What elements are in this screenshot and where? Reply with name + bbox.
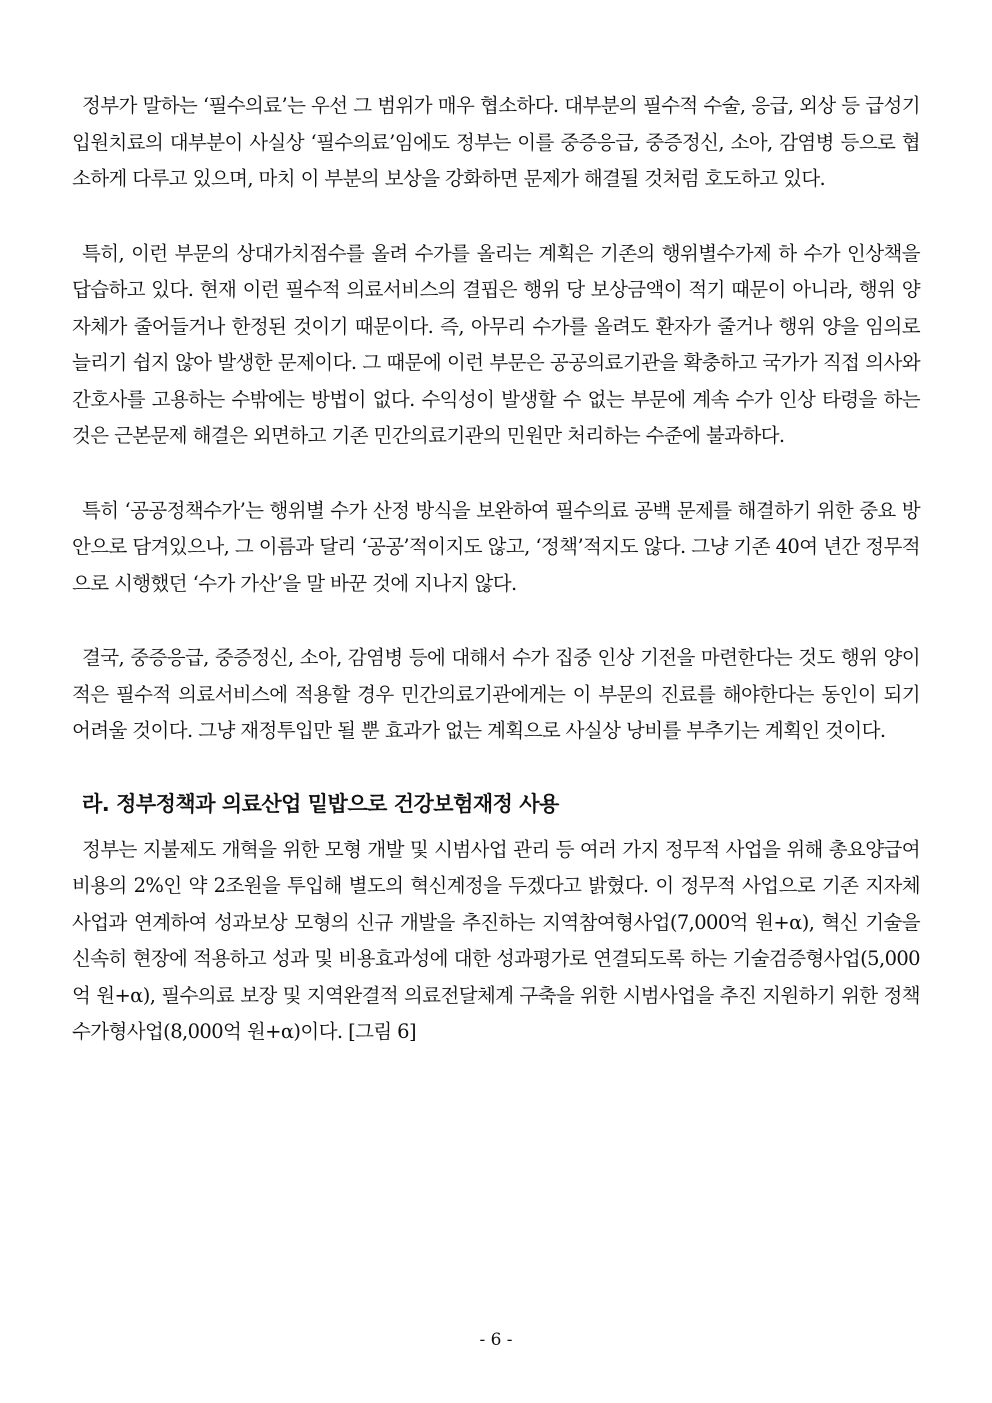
paragraph-innovation-account: 정부는 지불제도 개혁을 위한 모형 개발 및 시범사업 관리 등 여러 가지 정무적 사업을 위해 총요양급여비용의 2%인 약 2조원을 투입해 별도의 혁신계정을 두겠다고 밝혔다. 이 정무적 사업으로 기존 지자체 사업과 연계하여 성과보상 모형의 신규 개발을 추진하는 지역참여형사업(7,000억 원+α), 혁신 기술을 신속히 현장에 적용하고 성과 및 비용효과성에 대한 성과평가로 연결되도록 하는 기술검증형사업(5,000억 원+α), 필수의료 보장 및 지역완결적 의료전달체계 구축을 위한 시범사업을 추진 지원하기 위한 정책수가형사업(8,000억 원+α)이다. [그림 6] [72,837,920,1043]
paragraph-essential-care-scope: 정부가 말하는 ‘필수의료’는 우선 그 범위가 매우 협소하다. 대부분의 필수적 수술, 응급, 외상 등 급성기 입원치료의 대부분이 사실상 ‘필수의료’임에도 정부는 이를 중증응급, 중증정신, 소아, 감염병 등으로 협소하게 다루고 있으며, 마치 이 부분의 보상을 강화하면 문제가 해결될 것처럼 호도하고 있다. [72,94,920,190]
paragraph-fee-increase-critique: 특히, 이런 부문의 상대가치점수를 올려 수가를 올리는 계획은 기존의 행위별수가제 하 수가 인상책을 답습하고 있다. 현재 이런 필수적 의료서비스의 결핍은 행위 당 보상금액이 적기 때문이 아니라, 행위 양 자체가 줄어들거나 한정된 것이기 때문이다. 즉, 아무리 수가를 올려도 환자가 줄거나 행위 양을 임의로 늘리기 쉽지 않아 발생한 문제이다. 그 때문에 이런 부문은 공공의료기관을 확충하고 국가가 직접 의사와 간호사를 고용하는 수밖에는 방법이 없다. 수익성이 발생할 수 없는 부문에 계속 수가 인상 타령을 하는 것은 근본문제 해결은 외면하고 기존 민간의료기관의 민원만 처리하는 수준에 불과하다. [72,241,920,447]
paragraph-public-policy-fee: 특히 ‘공공정책수가’는 행위별 수가 산정 방식을 보완하여 필수의료 공백 문제를 해결하기 위한 중요 방안으로 담겨있으나, 그 이름과 달리 ‘공공’적이지도 않고, ‘정책’적지도 않다. 그냥 기존 40여 년간 정무적으로 시행했던 ‘수가 가산’을 말 바꾼 것에 지나지 않다. [72,498,920,595]
paragraph-conclusion-waste: 결국, 중증응급, 중증정신, 소아, 감염병 등에 대해서 수가 집중 인상 기전을 마련한다는 것도 행위 양이 적은 필수적 의료서비스에 적용할 경우 민간의료기관에게는 이 부문의 진료를 해야한다는 동인이 되기 어려울 것이다. 그냥 재정투입만 될 뿐 효과가 없는 계획으로 사실상 낭비를 부추기는 계획인 것이다. [72,646,920,742]
section-heading: 라. 정부정책과 의료산업 밑밥으로 건강보험재정 사용 [82,791,559,816]
page-number: - 6 - [479,1330,513,1350]
document-page [72,88,920,1051]
